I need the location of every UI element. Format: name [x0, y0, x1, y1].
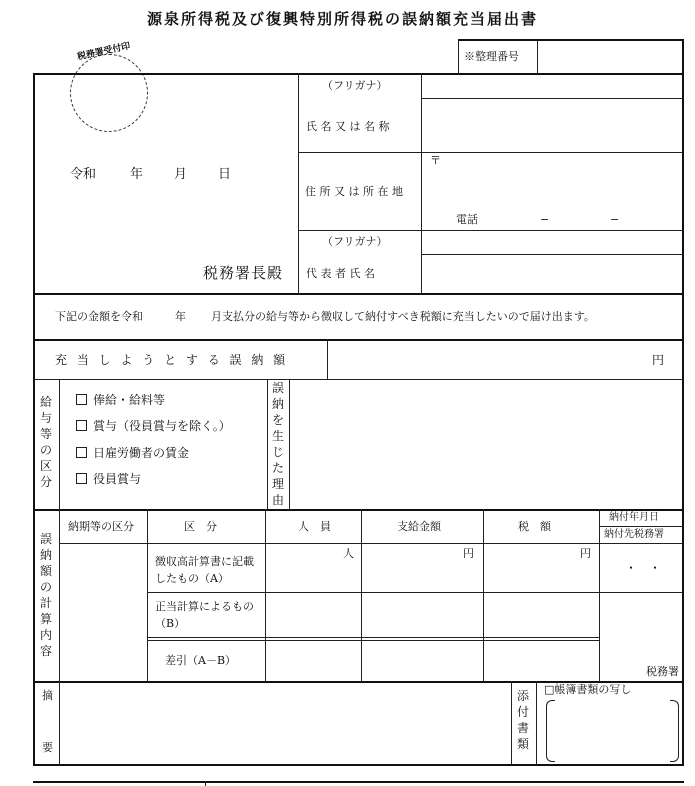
paid-header-split — [599, 526, 683, 527]
phone-label: 電話 — [456, 213, 478, 226]
paid-office-field[interactable] — [601, 594, 681, 680]
paid-date-bottom — [599, 592, 683, 593]
calc-col-2 — [265, 509, 266, 681]
reason-left-line — [267, 379, 268, 509]
category-divider — [59, 379, 60, 509]
upper-box-bottom — [33, 293, 684, 295]
address-label: 住 所 又 は 所 在 地 — [305, 185, 403, 198]
name-label: 氏 名 又 は 名 称 — [306, 120, 390, 133]
calc-col-3 — [361, 509, 362, 681]
receipt-stamp-circle — [70, 54, 148, 132]
calc-row-b-bottom-1 — [147, 637, 599, 638]
attach-left-line — [511, 681, 512, 766]
form-bottom — [33, 764, 684, 766]
attach-label: 添付書類 — [516, 689, 529, 751]
row-b-persons[interactable] — [267, 594, 360, 636]
category-option-2[interactable]: 賞与（役員賞与を除く。） — [76, 420, 231, 432]
header-tax: 税 額 — [518, 520, 551, 533]
row-b-label: 正当計算によるもの（B） — [155, 600, 254, 630]
category-bottom — [33, 509, 684, 511]
row-a-tax[interactable] — [485, 545, 598, 591]
attach-bracket-left — [546, 700, 555, 762]
calc-label: 誤納額の計算内容 — [39, 532, 52, 658]
remarks-label-bottom: 要 — [42, 741, 53, 754]
line-furigana-1 — [421, 98, 683, 99]
row-a-payment[interactable] — [363, 545, 482, 591]
date-day: 日 — [218, 167, 232, 182]
header-kubun: 区 分 — [184, 520, 217, 533]
date-year: 年 — [130, 167, 144, 182]
unit-yen-tax: 円 — [580, 547, 591, 560]
overpay-label: 充 当 し よ う と す る 誤 納 額 — [55, 353, 289, 367]
calc-row-a-bottom — [147, 592, 599, 593]
calc-col-1 — [147, 509, 148, 681]
row-a-label: 徴収高計算書に記載したもの（A） — [155, 555, 254, 585]
receipt-stamp-label: 税務署受付印 — [76, 41, 132, 63]
header-paid-date: 納付年月日 — [609, 512, 659, 523]
ref-number-label: ※整理番号 — [464, 50, 519, 63]
paid-date-dots: ・ ・ — [625, 561, 662, 575]
overpay-bottom — [33, 379, 683, 380]
row-diff-persons[interactable] — [267, 642, 360, 680]
phone-dash-2: − — [610, 213, 620, 226]
reason-label: 誤納を生じた理由 — [271, 381, 284, 507]
category-option-1[interactable]: 俸給・給料等 — [76, 394, 165, 406]
tax-office-head: 税務署長殿 — [203, 264, 284, 282]
upper-divider-2 — [421, 73, 422, 294]
overpay-amount-field[interactable] — [329, 341, 679, 377]
date-month: 月 — [174, 167, 188, 182]
row-b-tax[interactable] — [485, 594, 598, 636]
remarks-label-top: 摘 — [42, 689, 53, 702]
line-furigana-2 — [421, 254, 683, 255]
ref-box-left — [458, 39, 459, 74]
category-option-3[interactable]: 日雇労働者の賃金 — [76, 447, 189, 459]
form-left-border — [33, 73, 35, 766]
header-period: 納期等の区分 — [68, 520, 134, 533]
paid-date-field[interactable] — [601, 545, 681, 591]
row-diff-tax[interactable] — [485, 642, 598, 680]
calc-header-bottom — [59, 543, 683, 544]
calc-row-b-bottom-2 — [147, 640, 599, 641]
row-diff-payment[interactable] — [363, 642, 482, 680]
furigana-label-2: （フリガナ） — [322, 235, 388, 248]
attach-item-checkbox[interactable]: □帳簿書類の写し — [544, 683, 632, 696]
date-era: 令和 — [70, 167, 97, 182]
row-b-payment[interactable] — [363, 594, 482, 636]
reason-right-line — [289, 379, 290, 509]
furigana-field-1[interactable] — [423, 75, 681, 97]
representative-label: 代 表 者 氏 名 — [306, 267, 375, 280]
footer-box-divider — [205, 781, 206, 786]
line-address-bottom — [298, 230, 683, 231]
category-label: 給与等の区分 — [39, 395, 52, 489]
representative-field[interactable] — [423, 256, 681, 292]
furigana-field-2[interactable] — [423, 232, 681, 253]
phone-dash-1: − — [540, 213, 550, 226]
overpay-yen: 円 — [652, 353, 665, 367]
remarks-field[interactable] — [61, 683, 509, 764]
attach-right-line — [536, 681, 537, 766]
notice-part-3: 月支払分の給与等から徴収して納付すべき税額に充当したいので届け出ます。 — [211, 310, 595, 323]
footer-box-top — [33, 781, 684, 783]
unit-yen-payment: 円 — [463, 547, 474, 560]
ref-box-divider — [537, 39, 538, 74]
form-right-border — [682, 39, 684, 766]
header-paid-office: 納付先税務署 — [604, 529, 664, 540]
calc-col-5 — [599, 509, 600, 681]
upper-divider-1 — [298, 73, 299, 294]
line-name-bottom — [298, 152, 683, 153]
overpay-divider — [327, 339, 328, 379]
category-option-4[interactable]: 役員賞与 — [76, 473, 141, 485]
name-field[interactable] — [423, 100, 681, 151]
calc-col-0 — [59, 509, 60, 681]
postal-mark: 〒 — [430, 154, 441, 167]
header-persons: 人 員 — [298, 520, 331, 533]
reason-field[interactable] — [291, 381, 680, 507]
remarks-divider — [59, 681, 60, 766]
notice-part-2: 年 — [175, 310, 186, 323]
period-field[interactable] — [61, 545, 146, 680]
calc-col-4 — [483, 509, 484, 681]
unit-person: 人 — [343, 547, 354, 560]
header-payment: 支給金額 — [397, 520, 441, 533]
tax-office-suffix: 税務署 — [646, 665, 679, 678]
attach-bracket-right — [670, 700, 679, 762]
furigana-label-1: （フリガナ） — [322, 79, 388, 92]
notice-part-1: 下記の金額を令和 — [55, 310, 143, 323]
row-a-persons[interactable] — [267, 545, 360, 591]
ref-number-field[interactable] — [539, 41, 681, 73]
row-diff-label: 差引（A－B） — [165, 654, 237, 667]
form-title: 源泉所得税及び復興特別所得税の誤納額充当届出書 — [147, 10, 539, 28]
